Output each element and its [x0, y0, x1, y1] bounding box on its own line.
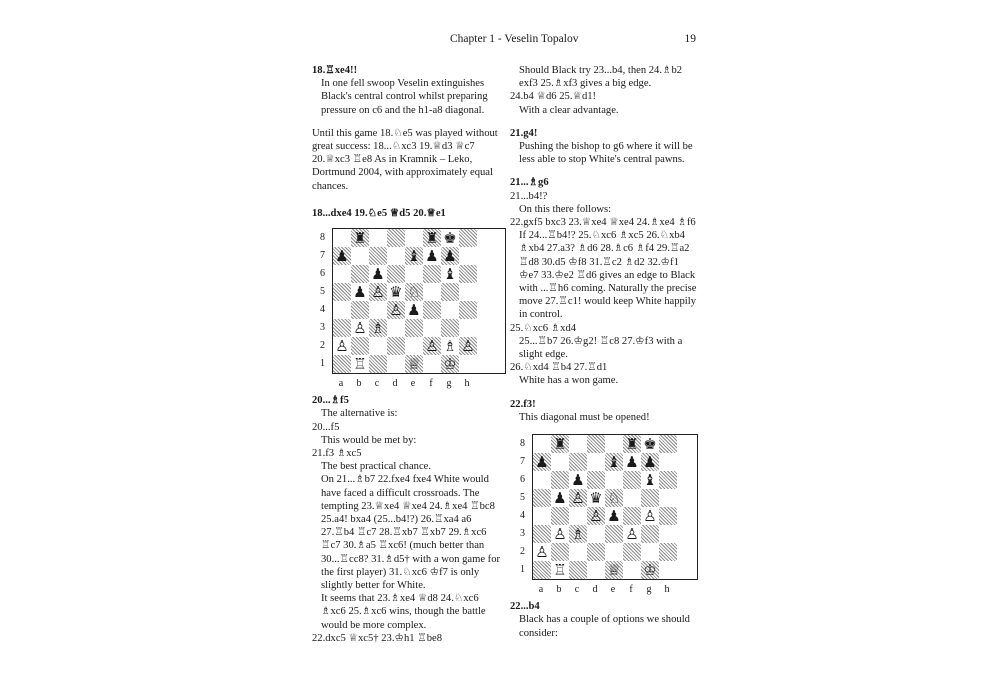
square-c5 — [369, 283, 387, 301]
square-e7 — [605, 453, 623, 471]
square-d8 — [387, 229, 405, 247]
square-g7 — [441, 247, 459, 265]
file-label: d — [592, 584, 598, 596]
square-a4 — [533, 507, 551, 525]
chessboard — [332, 228, 506, 374]
chess-piece-icon: ♔ — [443, 354, 457, 373]
square-h4 — [459, 301, 477, 319]
chapter-title: Chapter 1 - Veselin Topalov — [450, 33, 579, 45]
square-h5 — [659, 489, 677, 507]
square-a6 — [533, 471, 551, 489]
square-b2 — [351, 337, 369, 355]
square-d6 — [587, 471, 605, 489]
square-g3 — [641, 525, 659, 543]
paragraph: 21...b4!? — [510, 190, 548, 202]
right-text-bottom — [510, 600, 698, 640]
paragraph: The alternative is: — [321, 408, 398, 420]
chess-piece-icon: ♚ — [443, 228, 457, 247]
chess-piece-icon: ♜ — [353, 228, 367, 247]
square-b3 — [351, 319, 369, 337]
square-a3 — [533, 525, 551, 543]
file-label: c — [374, 378, 380, 390]
square-d4 — [587, 507, 605, 525]
chess-piece-icon: ♟ — [407, 300, 421, 319]
square-g1 — [441, 355, 459, 373]
paragraph: It seems that 23.♗xe4 ♕d8 24.♘xc6 ♗xc6 25.♗xc6 wins, though the battle would be more complex. — [321, 593, 486, 631]
paragraph: 26.♘xd4 ♖b4 27.♖d1 — [510, 362, 608, 374]
file-labels — [532, 583, 698, 596]
rank-labels — [320, 229, 325, 373]
chess-piece-icon: ♙ — [461, 336, 475, 355]
square-f7 — [623, 453, 641, 471]
square-c3 — [369, 319, 387, 337]
square-f2 — [623, 543, 641, 561]
square-f8 — [623, 435, 641, 453]
file-label: h — [464, 378, 470, 390]
rank-label: 7 — [320, 250, 325, 262]
square-h3 — [659, 525, 677, 543]
square-a2 — [533, 543, 551, 561]
move-heading: 22...b4 — [510, 601, 540, 613]
square-f8 — [423, 229, 441, 247]
square-a4 — [333, 301, 351, 319]
chess-piece-icon: ♙ — [389, 300, 403, 319]
square-b8 — [551, 435, 569, 453]
rank-label: 5 — [320, 286, 325, 298]
square-b4 — [351, 301, 369, 319]
paragraph: This diagonal must be opened! — [519, 411, 650, 423]
chess-piece-icon: ♕ — [607, 560, 621, 579]
file-label: a — [338, 378, 344, 390]
paragraph: On 21...♗b7 22.fxe4 fxe4 White would have faced a difficult crossroads. The tempting 23.♕xe4 ♕xe4 24.♗xe4 ♖bc8 25.a4! bxa4 (25...b4!?) 26.♖xa4 a6 27.♖b4 ♖c7 28.♖xb7 ♖xb7 29.♗xc6 ♖c7 30.♗a5 ♖xc6! (much better than 30...♖cc8? 31.♗d5† with a won game for the first player) 31.♘xc6 ♔f7 is only slightly better for White. — [321, 474, 501, 592]
square-a3 — [333, 319, 351, 337]
square-c1 — [569, 561, 587, 579]
square-g3 — [441, 319, 459, 337]
square-c4 — [569, 507, 587, 525]
chess-piece-icon: ♜ — [425, 228, 439, 247]
file-label: c — [574, 584, 580, 596]
chess-piece-icon: ♚ — [643, 434, 657, 453]
square-h8 — [459, 229, 477, 247]
rank-label: 4 — [520, 510, 525, 522]
chess-piece-icon: ♟ — [425, 246, 439, 265]
file-label: b — [356, 378, 362, 390]
file-label: g — [446, 378, 452, 390]
square-h2 — [659, 543, 677, 561]
left-column — [312, 64, 506, 645]
square-e2 — [405, 337, 423, 355]
chess-piece-icon: ♗ — [571, 524, 585, 543]
file-label: f — [429, 378, 433, 390]
square-h3 — [459, 319, 477, 337]
square-a7 — [333, 247, 351, 265]
square-g5 — [441, 283, 459, 301]
square-b2 — [551, 543, 569, 561]
paragraph: 25...♖b7 26.♔g2! ♖c8 27.♔f3 with a slight edge. — [519, 335, 683, 361]
square-e6 — [405, 265, 423, 283]
square-f5 — [423, 283, 441, 301]
square-a5 — [333, 283, 351, 301]
square-c7 — [569, 453, 587, 471]
paragraph: The best practical chance. — [321, 461, 431, 473]
square-g2 — [641, 543, 659, 561]
chess-piece-icon: ♗ — [371, 318, 385, 337]
square-a5 — [533, 489, 551, 507]
square-g4 — [641, 507, 659, 525]
square-e2 — [605, 543, 623, 561]
paragraph: Pushing the bishop to g6 where it will be less able to stop White's central pawns. — [519, 141, 693, 166]
square-d6 — [387, 265, 405, 283]
file-label: e — [610, 584, 616, 596]
square-f3 — [423, 319, 441, 337]
chess-piece-icon: ♟ — [353, 282, 367, 301]
square-g1 — [641, 561, 659, 579]
square-c7 — [369, 247, 387, 265]
chessboard — [532, 434, 698, 580]
square-h5 — [459, 283, 477, 301]
square-e8 — [405, 229, 423, 247]
chess-piece-icon: ♝ — [607, 452, 621, 471]
square-a7 — [533, 453, 551, 471]
page-number: 19 — [684, 33, 696, 45]
square-g8 — [441, 229, 459, 247]
chess-piece-icon: ♙ — [571, 488, 585, 507]
chess-piece-icon: ♙ — [589, 506, 603, 525]
square-b5 — [551, 489, 569, 507]
chess-piece-icon: ♔ — [643, 560, 657, 579]
chess-piece-icon: ♙ — [353, 318, 367, 337]
paragraph: Black has a couple of options we should consider: — [519, 614, 690, 639]
move-heading: 20...♗f5 — [312, 395, 349, 407]
square-d3 — [387, 319, 405, 337]
page-header — [310, 33, 696, 49]
chess-piece-icon: ♟ — [335, 246, 349, 265]
square-c8 — [569, 435, 587, 453]
rank-label: 6 — [520, 474, 525, 486]
chess-piece-icon: ♘ — [607, 488, 621, 507]
square-c1 — [369, 355, 387, 373]
chess-piece-icon: ♕ — [407, 354, 421, 373]
rank-label: 7 — [520, 456, 525, 468]
square-a2 — [333, 337, 351, 355]
square-e5 — [405, 283, 423, 301]
square-g8 — [641, 435, 659, 453]
rank-label: 2 — [320, 340, 325, 352]
square-f4 — [623, 507, 641, 525]
square-e6 — [605, 471, 623, 489]
square-b1 — [551, 561, 569, 579]
chess-piece-icon: ♛ — [589, 488, 603, 507]
rank-label: 6 — [320, 268, 325, 280]
paragraph: Until this game 18.♘e5 was played without great success: 18...♘xc3 19.♕d3 ♕c7 20.♕xc3 ♖e8 As in Kramnik – Leko, Dortmund 2004, with approximately equal chances. — [312, 127, 498, 192]
chess-piece-icon: ♟ — [643, 452, 657, 471]
paragraph: 20...f5 — [312, 421, 340, 433]
chess-piece-icon: ♟ — [607, 506, 621, 525]
square-g6 — [641, 471, 659, 489]
rank-label: 4 — [320, 304, 325, 316]
square-e8 — [605, 435, 623, 453]
right-column — [510, 64, 698, 640]
square-e7 — [405, 247, 423, 265]
file-label: g — [646, 584, 652, 596]
square-h4 — [659, 507, 677, 525]
rank-label: 1 — [320, 358, 325, 370]
square-h8 — [659, 435, 677, 453]
chess-piece-icon: ♙ — [371, 282, 385, 301]
paragraph: 21.f3 ♗xc5 — [312, 448, 362, 460]
paragraph: This would be met by: — [321, 434, 417, 446]
square-e1 — [605, 561, 623, 579]
square-e5 — [605, 489, 623, 507]
file-label: b — [556, 584, 562, 596]
rank-label: 5 — [520, 492, 525, 504]
rank-label: 1 — [520, 564, 525, 576]
square-g7 — [641, 453, 659, 471]
paragraph — [312, 117, 506, 127]
right-text-top — [510, 64, 698, 424]
square-e3 — [605, 525, 623, 543]
chess-piece-icon: ♘ — [407, 282, 421, 301]
square-d7 — [387, 247, 405, 265]
square-f4 — [423, 301, 441, 319]
file-label: a — [538, 584, 544, 596]
chess-piece-icon: ♟ — [443, 246, 457, 265]
chess-piece-icon: ♖ — [553, 560, 567, 579]
square-f5 — [623, 489, 641, 507]
square-d5 — [587, 489, 605, 507]
square-d4 — [387, 301, 405, 319]
square-b7 — [351, 247, 369, 265]
rank-label: 3 — [520, 528, 525, 540]
chess-piece-icon: ♟ — [371, 264, 385, 283]
chess-piece-icon: ♝ — [643, 470, 657, 489]
square-b6 — [551, 471, 569, 489]
square-f7 — [423, 247, 441, 265]
square-e4 — [605, 507, 623, 525]
chess-piece-icon: ♙ — [553, 524, 567, 543]
paragraph — [510, 117, 698, 127]
move-heading: 18.♖xe4!! — [312, 65, 358, 76]
square-a1 — [333, 355, 351, 373]
square-d8 — [587, 435, 605, 453]
file-label: h — [664, 584, 670, 596]
square-g5 — [641, 489, 659, 507]
square-d1 — [587, 561, 605, 579]
square-f6 — [623, 471, 641, 489]
paragraph: With a clear advantage. — [519, 104, 619, 116]
chess-piece-icon: ♛ — [389, 282, 403, 301]
paragraph: 22.gxf5 bxc3 23.♕xe4 ♕xe4 24.♗xe4 ♗f6 — [510, 217, 696, 229]
square-c4 — [369, 301, 387, 319]
square-h7 — [459, 247, 477, 265]
file-label: f — [629, 584, 633, 596]
chess-piece-icon: ♝ — [443, 264, 457, 283]
move-heading: 21...♗g6 — [510, 177, 549, 189]
chess-piece-icon: ♖ — [353, 354, 367, 373]
paragraph: 25.♘xc6 ♗xd4 — [510, 322, 577, 334]
square-h1 — [659, 561, 677, 579]
paragraph — [510, 166, 698, 176]
square-c3 — [569, 525, 587, 543]
square-b4 — [551, 507, 569, 525]
chess-piece-icon: ♜ — [553, 434, 567, 453]
square-h1 — [459, 355, 477, 373]
square-h7 — [659, 453, 677, 471]
square-d5 — [387, 283, 405, 301]
file-label: e — [410, 378, 416, 390]
chess-piece-icon: ♙ — [625, 524, 639, 543]
chess-piece-icon: ♙ — [335, 336, 349, 355]
square-d7 — [587, 453, 605, 471]
square-e3 — [405, 319, 423, 337]
rank-label: 3 — [320, 322, 325, 334]
chess-piece-icon: ♝ — [407, 246, 421, 265]
paragraph: If 24...♖b4!? 25.♘xc6 ♗xc5 26.♘xb4 ♗xb4 27.a3? ♗d6 28.♗c6 ♗f4 29.♖a2 ♖d8 30.d5 ♔f8 31.♖c2 ♗d2 32.♔f1 ♔e7 33.♔e2 ♖d6 gives an edge to Black with ...♖h6 coming. Naturally the precise move 27.♖c1! would keep White happily in control. — [519, 230, 697, 321]
square-h6 — [459, 265, 477, 283]
square-a6 — [333, 265, 351, 283]
square-b3 — [551, 525, 569, 543]
file-label: d — [392, 378, 398, 390]
square-d1 — [387, 355, 405, 373]
paragraph — [510, 388, 698, 398]
paragraph — [312, 193, 506, 207]
paragraph: In one fell swoop Veselin extinguishes Black's central control whilst preparing pressure on c6 and the h1-a8 diagonal. — [321, 78, 488, 116]
chess-piece-icon: ♗ — [443, 336, 457, 355]
move-heading: 21.g4! — [510, 127, 538, 139]
chess-piece-icon: ♟ — [535, 452, 549, 471]
square-c6 — [369, 265, 387, 283]
chess-piece-icon: ♟ — [571, 470, 585, 489]
move-heading: 18...dxe4 19.♘e5 ♕d5 20.♕e1 — [312, 207, 446, 219]
square-b8 — [351, 229, 369, 247]
square-d2 — [387, 337, 405, 355]
paragraph: 22.dxc5 ♕xc5† 23.♔h1 ♖be8 — [312, 632, 442, 644]
paragraph: White has a won game. — [519, 375, 619, 387]
square-c2 — [569, 543, 587, 561]
square-f1 — [623, 561, 641, 579]
square-d3 — [587, 525, 605, 543]
square-b1 — [351, 355, 369, 373]
square-b6 — [351, 265, 369, 283]
chess-piece-icon: ♜ — [625, 434, 639, 453]
square-h6 — [659, 471, 677, 489]
left-text-top — [312, 64, 506, 220]
square-c8 — [369, 229, 387, 247]
square-f6 — [423, 265, 441, 283]
square-a8 — [333, 229, 351, 247]
square-a1 — [533, 561, 551, 579]
file-labels — [332, 377, 506, 390]
square-c5 — [569, 489, 587, 507]
square-b7 — [551, 453, 569, 471]
chess-piece-icon: ♙ — [425, 336, 439, 355]
rank-labels — [520, 435, 525, 579]
square-g6 — [441, 265, 459, 283]
left-text-bottom — [312, 394, 506, 645]
square-c2 — [369, 337, 387, 355]
paragraph: Should Black try 23...b4, then 24.♗b2 exf3 25.♗xf3 gives a big edge. — [519, 65, 683, 90]
square-f2 — [423, 337, 441, 355]
chess-diagram-2 — [520, 434, 698, 596]
square-f1 — [423, 355, 441, 373]
chess-piece-icon: ♙ — [643, 506, 657, 525]
chess-diagram-1 — [320, 228, 506, 390]
paragraph: 24.b4 ♕d6 25.♕d1! — [510, 91, 597, 103]
rank-label: 8 — [520, 438, 525, 450]
chess-piece-icon: ♙ — [535, 542, 549, 561]
square-a8 — [533, 435, 551, 453]
square-g2 — [441, 337, 459, 355]
paragraph: On this there follows: — [519, 203, 612, 215]
square-h2 — [459, 337, 477, 355]
square-e4 — [405, 301, 423, 319]
square-b5 — [351, 283, 369, 301]
square-d2 — [587, 543, 605, 561]
rank-label: 2 — [520, 546, 525, 558]
square-g4 — [441, 301, 459, 319]
chess-piece-icon: ♟ — [625, 452, 639, 471]
rank-label: 8 — [320, 232, 325, 244]
square-e1 — [405, 355, 423, 373]
square-f3 — [623, 525, 641, 543]
move-heading: 22.f3! — [510, 398, 536, 410]
chess-piece-icon: ♟ — [553, 488, 567, 507]
square-c6 — [569, 471, 587, 489]
